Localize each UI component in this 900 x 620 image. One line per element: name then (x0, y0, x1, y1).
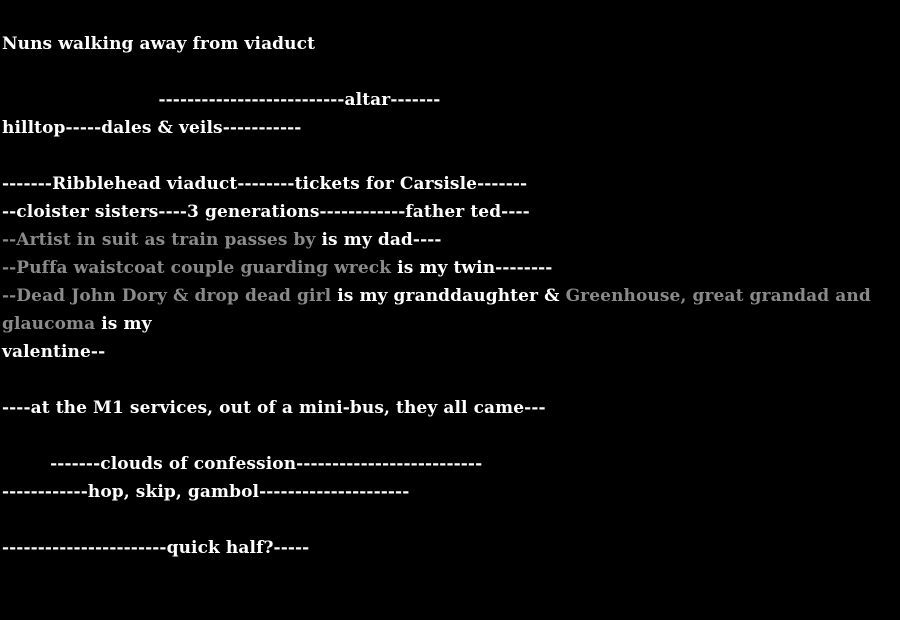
line-quickhalf (0, 534, 900, 562)
line-ribblehead-segment-0: -------Ribblehead viaduct--------tickets for Carsisle------- (2, 174, 528, 194)
line-artist-segment-0: --Artist in suit as train passes by (2, 230, 316, 250)
line-hilltop-segment-0: hilltop-----dales & veils----------- (2, 118, 302, 138)
line-blank-1 (0, 58, 900, 86)
line-cloister-segment-0: --cloister sisters----3 generations------------father ted---- (2, 202, 530, 222)
line-valentine (0, 338, 900, 366)
line-quickhalf-segment-0: -----------------------quick half?----- (2, 538, 310, 558)
line-blank-2 (0, 142, 900, 170)
line-hop-segment-0: ------------hop, skip, gambol--------------------- (2, 482, 410, 502)
line-altar-segment-0: --------------------------altar------- (2, 90, 441, 110)
line-m1 (0, 394, 900, 422)
line-title (0, 30, 900, 58)
line-valentine-segment-0: valentine-- (2, 342, 106, 362)
line-title-segment-0: Nuns walking away from viaduct (2, 34, 316, 54)
line-ribblehead (0, 170, 900, 198)
line-cloister (0, 198, 900, 226)
line-artist-segment-1: is my dad---- (315, 230, 442, 250)
line-puffa (0, 254, 900, 282)
line-m1-segment-0: ----at the M1 services, out of a mini-bus, they all came--- (2, 398, 546, 418)
line-puffa-segment-0: --Puffa waistcoat couple guarding wreck (2, 258, 392, 278)
line-deadjohn (0, 282, 900, 338)
line-deadjohn-segment-1: is my granddaughter & (331, 286, 566, 306)
line-hop (0, 478, 900, 506)
line-clouds-segment-0: -------clouds of confession-------------------------- (2, 454, 483, 474)
line-deadjohn-segment-0: --Dead John Dory & drop dead girl (2, 286, 332, 306)
line-blank-3 (0, 366, 900, 394)
line-blank-5 (0, 506, 900, 534)
line-hilltop (0, 114, 900, 142)
line-puffa-segment-1: is my twin-------- (391, 258, 553, 278)
line-deadjohn-segment-2: Greenhouse, great grandad and glaucoma (2, 286, 877, 334)
line-blank-4 (0, 422, 900, 450)
line-altar (0, 86, 900, 114)
line-artist (0, 226, 900, 254)
line-deadjohn-segment-3: is my (95, 314, 152, 334)
line-clouds (0, 450, 900, 478)
